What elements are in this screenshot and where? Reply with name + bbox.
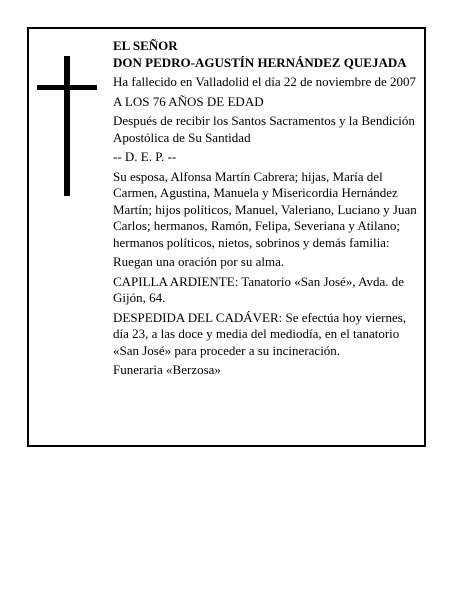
- funeral-home: Funeraria «Berzosa»: [113, 362, 221, 377]
- farewell-info: DESPEDIDA DEL CADÁVER: Se efectúa hoy viernes, día 23, a las doce y media del mediodía, en el tanatorio «San José» para proceder a su incineración.: [113, 309, 407, 358]
- prayer-request: Ruegan una oración por su alma.: [113, 254, 285, 269]
- sacraments-statement: Después de recibir los Santos Sacramentos y la Bendición Apostólica de Su Santidad: [113, 113, 415, 145]
- cross-icon: [64, 56, 70, 196]
- rip-line: -- D. E. P. --: [113, 149, 177, 164]
- age-statement: A LOS 76 AÑOS DE EDAD: [113, 93, 264, 109]
- notice-title: EL SEÑOR: [113, 38, 178, 53]
- obituary-text: [113, 38, 425, 382]
- chapel-info: CAPILLA ARDIENTE: Tanatorio «San José», Avda. de Gijón, 64.: [113, 273, 405, 305]
- family-list: Su esposa, Alfonsa Martín Cabrera; hijas, María del Carmen, Agustina, Manuela y Misericordia Hernández Martín; hijos políticos, Manuel, Valeriano, Luciano y Juan Carlos; hermanos, Ramón, Felipa, Severiana y Atilano; hermanos políticos, nietos, sobrinos y demás familia:: [113, 168, 417, 250]
- deceased-name: DON PEDRO-AGUSTÍN HERNÁNDEZ QUEJADA: [113, 54, 407, 70]
- death-statement: Ha fallecido en Valladolid el día 22 de noviembre de 2007: [113, 74, 416, 89]
- cross-icon-crossbar: [37, 85, 97, 90]
